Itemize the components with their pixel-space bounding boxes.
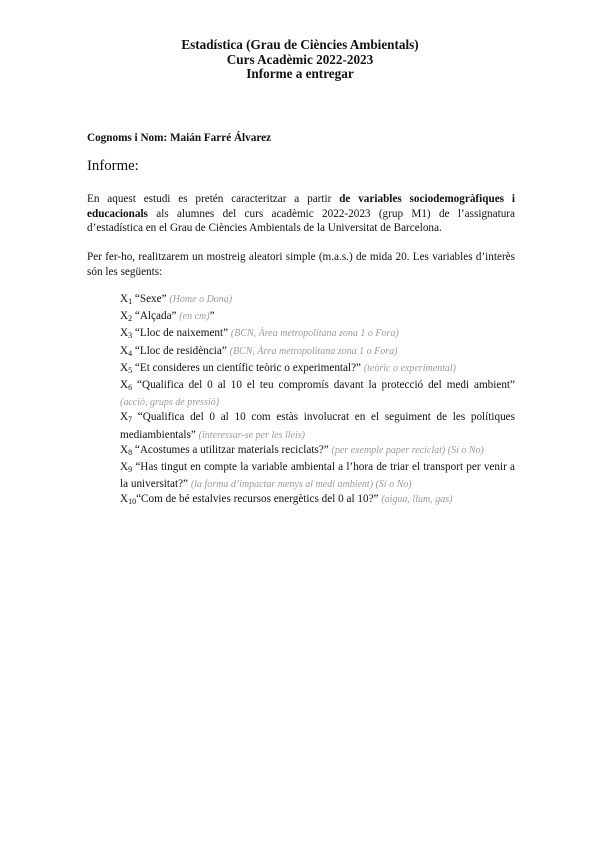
intro-paragraph xyxy=(87,192,515,236)
variable-item: $X_3$ “Lloc de naixement” (BCN, Àrea metropolitana zona 1 o Fora) xyxy=(120,327,399,341)
variable-item: $X_2$ “Alçada” (en cm)” xyxy=(120,310,215,324)
intro-text-start: En aquest estudi es pretén caracteritzar a partir xyxy=(87,193,340,205)
intro-text-bold: de variables sociodemogràfiques i educacionals xyxy=(87,193,515,220)
variable-item: $X_9$ “Has tingut en compte la variable ambiental a l’hora de triar el transport per venir a la universitat?” (la forma d’impactar menys al medi ambient) (Sí o No) xyxy=(120,461,516,491)
sampling-paragraph: Per fer-ho, realitzarem un mostreig aleatori simple (m.a.s.) de mida 20. Les variables d’interès són les següents: xyxy=(87,251,515,278)
section-title: Informe: xyxy=(87,158,139,174)
author-name: Cognoms i Nom: Maián Farré Álvarez xyxy=(87,132,272,144)
variables-list xyxy=(120,292,515,510)
intro-text-end: als alumnes del curs acadèmic 2022-2023 (grup M1) de l’assignatura d’estadística en el Grau de Ciències Ambientals de la Universitat de Barcelona. xyxy=(87,207,515,234)
variable-item: $X_4$ “Lloc de residència” (BCN, Àrea metropolitana zona 1 o Fora) xyxy=(120,344,398,358)
document-header xyxy=(0,38,600,82)
variable-item: $X_8$ “Acostumes a utilitzar materials reciclats?” (per exemple paper reciclat) (Sí o No) xyxy=(120,443,484,457)
variable-item: $X_7$ “Qualifica del 0 al 10 com estàs involucrat en el seguiment de les polítiques mediambientals” (interessar-se per les lleis) xyxy=(120,411,515,441)
variable-item: $X_5$ “Et consideres un científic teòric o experimental?” (teòric o experimental) xyxy=(120,361,457,375)
variable-item: $X_1$ “Sexe” (Home o Dona) xyxy=(120,293,233,306)
header-academic-year: Curs Acadèmic 2022-2023 xyxy=(226,51,374,67)
header-report-title: Informe a entregar xyxy=(246,66,354,81)
variable-item: $X_{10}“Com$ de bé estalvies recursos energètics del 0 al 10?” (aigua, llum, gas) xyxy=(120,493,453,507)
header-course-title: Estadística (Grau de Ciències Ambientals) xyxy=(181,37,419,52)
variable-item: $X_6$ “Qualifica del 0 al 10 el teu compromís davant la protecció del medi ambient” (acció, grups de pressió) xyxy=(120,379,516,409)
